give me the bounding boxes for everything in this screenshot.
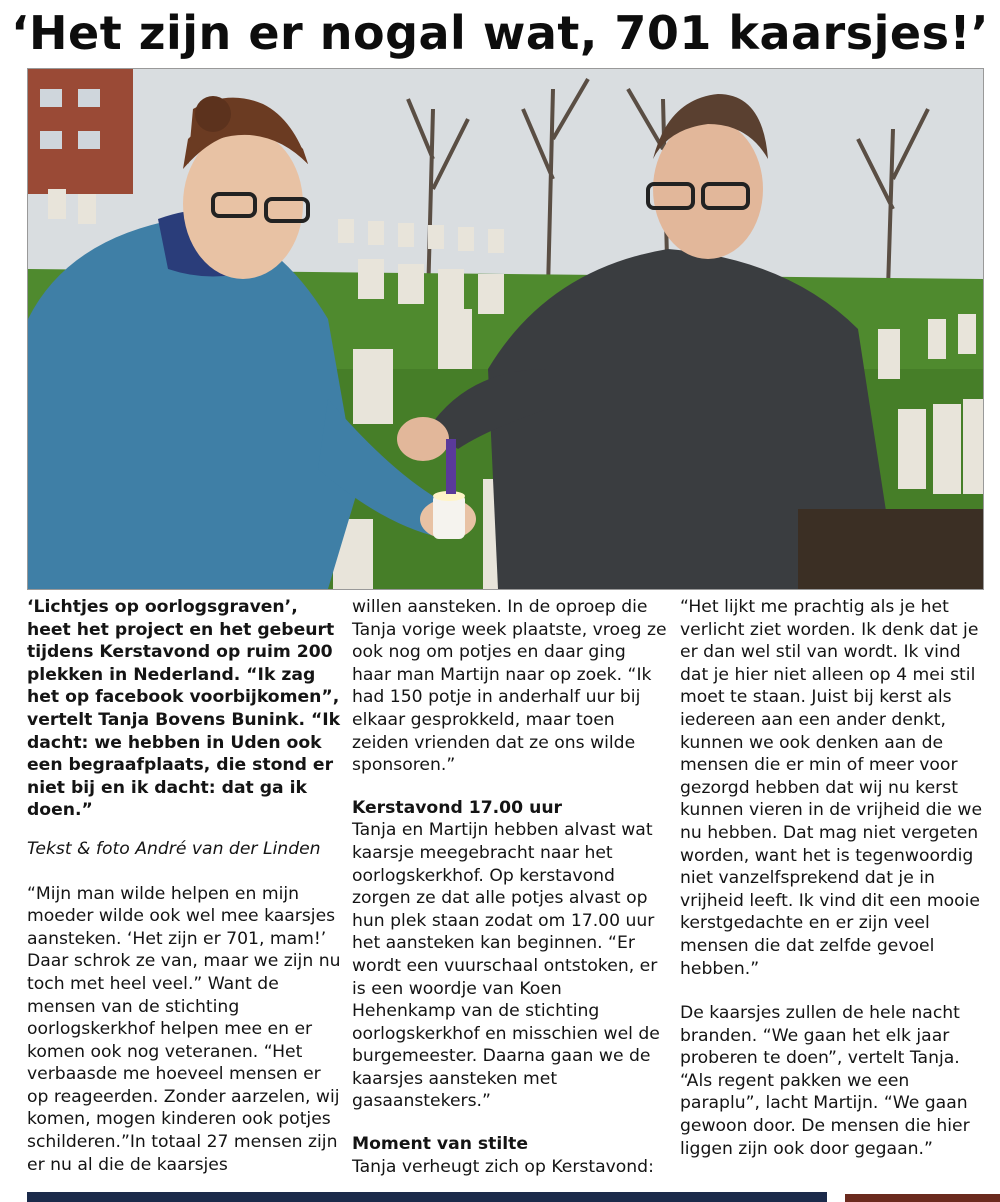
body-paragraph: Tanja verheugt zich op Kerstavond: (352, 1156, 654, 1177)
body-paragraph: willen aansteken. In de oproep die Tanja vorige week plaatste, vroeg ze ook nog om potjes en daar ging haar man Martijn naar op zoek. “Ik had 150 potje in anderhalf uur bij elkaar gesprokkeld, maar toen zeiden vrienden dat ze ons wilde sponsoren.” (352, 597, 667, 776)
cemetery-candle-photo (28, 69, 983, 589)
subheading: Kerstavond 17.00 uur (352, 797, 563, 818)
column-1 (27, 596, 343, 1176)
body-paragraph: “Het lijkt me prachtig als je het verlicht ziet worden. Ik denk dat je er dan wel stil van wordt. Ik vind dat je hier niet alleen op 4 mei stil moet te staan. Juist bij kerst als iedereen aan een ander denkt, kunnen we ook denken aan de mensen die er min of meer voor gezorgd hebben dat wij nu kerst kunnen vieren in de vrijheid die we nu hebben. Dat mag niet vergeten worden, want het is tegenwoordig niet vanzelfsprekend dat je in vrijheid leeft. Ik vind dit een mooie kerstgedachte en er zijn veel mensen die dat zelfde gevoel hebben.” (680, 597, 983, 979)
byline-credit: Tekst & foto André van der Linden (27, 838, 321, 859)
column-2 (352, 596, 670, 1178)
column-3 (680, 596, 986, 1160)
intro-paragraph: ‘Lichtjes op oorlogsgraven’, heet het project en het gebeurt tijdens Kerstavond op ruim 200 plekken in Nederland. “Ik zag het op facebook voorbijkomen”, vertelt Tanja Bovens Bunink. “Ik dacht: we hebben in Uden ook een begraafplaats, die stond er niet bij en ik dacht: dat ga ik doen.” (27, 597, 341, 821)
body-paragraph: Tanja en Martijn hebben alvast wat kaarsje meegebracht naar het oorlogskerkhof. Op kerstavond zorgen ze dat alle potjes alvast op hun plek staan zodat om 17.00 uur het aansteken kan beginnen. “Er wordt een vuurschaal ontstoken, er is een woordje van Koen Hehenkamp van de stichting oorlogskerkhof en misschien wel de burgemeester. Daarna gaan we de kaarsjes aansteken met gasaanstekers.” (352, 820, 660, 1112)
article-photo (27, 68, 984, 590)
body-paragraph: “Mijn man wilde helpen en mijn moeder wilde ook wel mee kaarsjes aansteken. ‘Het zijn er 701, mam!’ Daar schrok ze van, maar we zijn nu toch met heel veel.” Want de mensen van de stichting oorlogskerkhof helpen mee en er komen ook nog veteranen. “Het verbaasde me hoeveel mensen er op reageerden. Zonder aarzelen, wij komen, mogen kinderen ook potjes schilderen.”In totaal 27 mensen zijn er nu al die de kaarsjes (27, 883, 341, 1175)
body-paragraph: De kaarsjes zullen de hele nacht branden. “We gaan het elk jaar proberen te doen”, vertelt Tanja. “Als regent pakken we een paraplu”, lacht Martijn. “We gaan gewoon door. De mensen die hier liggen zijn ook door gegaan.” (680, 1003, 970, 1159)
bottom-divider-bar (27, 1192, 827, 1202)
bottom-corner-image (845, 1194, 1000, 1202)
headline: ‘Het zijn er nogal wat, 701 kaarsjes!’ (11, 6, 989, 60)
subheading: Moment van stilte (352, 1134, 529, 1155)
